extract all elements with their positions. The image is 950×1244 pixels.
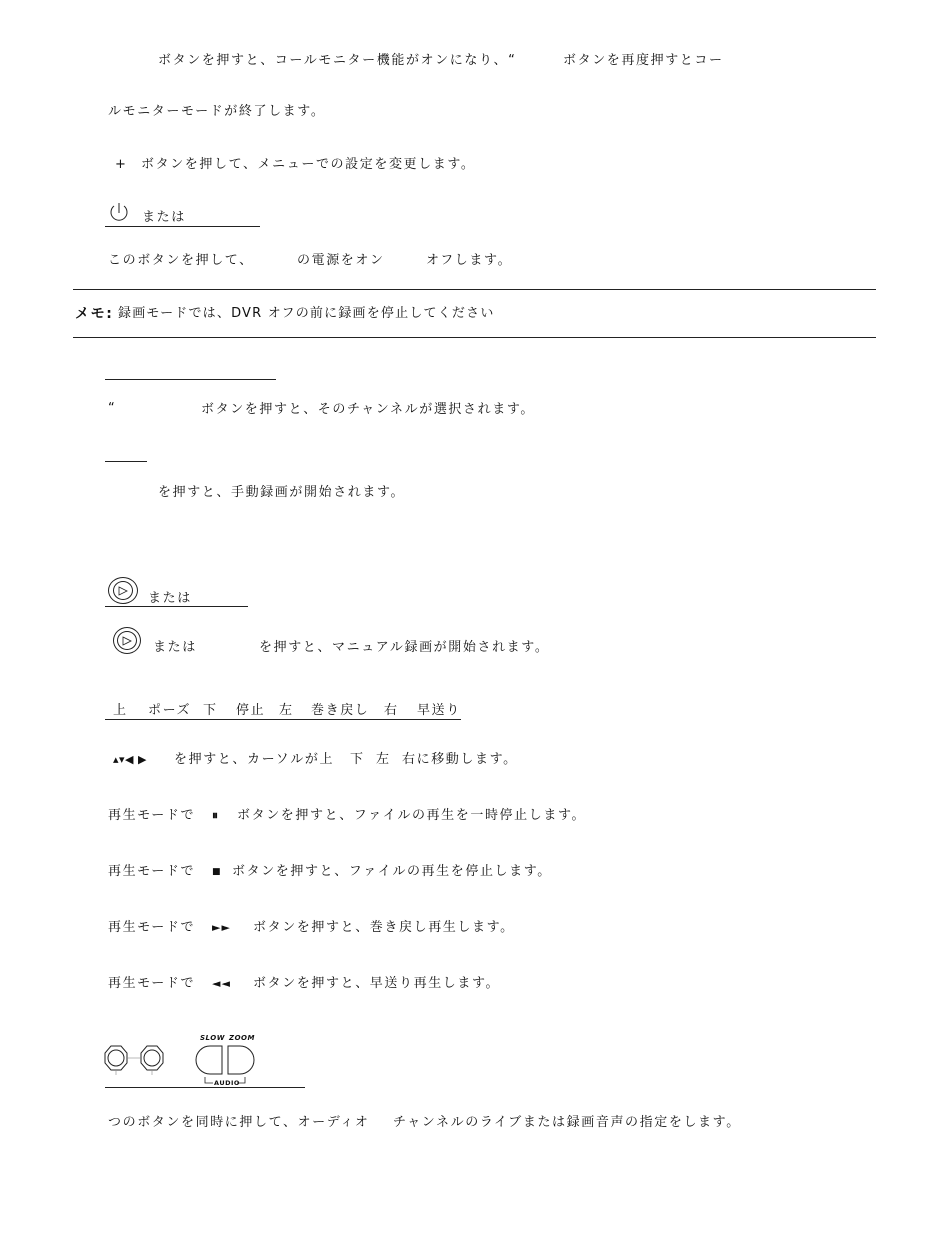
pb1-prefix: 再生モードで: [108, 808, 196, 823]
power-icon: [108, 201, 130, 223]
text-power-c: オフします。: [426, 253, 513, 268]
dir-left: 左: [279, 703, 294, 718]
pb3-text: ボタンを押すと、巻き戻し再生します。: [253, 920, 515, 935]
audio-heading-underline: [105, 1087, 305, 1088]
text-call-monitor-1b: ボタンを再度押すとコー: [563, 53, 724, 68]
dir-rewind: 巻き戻し: [311, 703, 370, 718]
channel-heading-underline: [105, 379, 276, 380]
memo-top-rule: [73, 289, 876, 290]
text-manual-record-2: を押すと、マニュアル録画が開始されます。: [259, 640, 550, 655]
pb1-text: ボタンを押すと、ファイルの再生を一時停止します。: [237, 808, 587, 823]
rewind-icon: ◄◄: [212, 977, 231, 990]
power-or-label: または: [142, 210, 186, 225]
dir-fast-forward: 早送り: [417, 703, 461, 718]
text-menu-settings: ボタンを押して、メニューでの設定を変更します。: [141, 157, 476, 172]
forward-icon: ►►: [212, 921, 231, 934]
text-power-a: このボタンを押して、: [108, 253, 254, 268]
memo-label: メモ:: [75, 306, 114, 322]
text-cursor-a: を押すと、カーソルが上: [174, 752, 335, 767]
arrow-keys-icon: ▴▾◀ ▶: [113, 753, 147, 766]
play-button-icon: [108, 577, 138, 604]
pb2-text: ボタンを押すと、ファイルの再生を停止します。: [232, 864, 552, 879]
direction-heading-underline: [105, 719, 461, 720]
text-cursor-b: 下: [350, 752, 365, 767]
dir-pause: ポーズ: [148, 703, 192, 718]
power-heading-underline: [105, 226, 260, 227]
text-channel-quote: “: [108, 401, 117, 416]
text-call-monitor-1: ボタンを押すと、コールモニター機能がオンになり、“: [158, 53, 517, 68]
text-power-b: の電源をオン: [297, 253, 385, 268]
text-call-monitor-2: ルモニターモードが終了します。: [108, 104, 326, 119]
text-cursor-c: 左: [376, 752, 391, 767]
play-heading-underline: [105, 606, 248, 607]
play-button-icon-2: [113, 627, 141, 654]
play-or-label-2: または: [153, 640, 197, 655]
text-audio-b: チャンネルのライブまたは録画音声の指定をします。: [393, 1115, 741, 1130]
dir-up: 上: [113, 703, 128, 718]
text-audio-a: つのボタンを同時に押して、オーディオ: [108, 1115, 370, 1130]
slow-label: SLOW: [200, 1034, 225, 1042]
text-manual-record: を押すと、手動録画が開始されます。: [158, 485, 406, 500]
audio-label: AUDIO: [214, 1079, 240, 1087]
dir-right: 右: [384, 703, 399, 718]
memo-bottom-rule: [73, 337, 876, 338]
text-channel-select: ボタンを押すと、そのチャンネルが選択されます。: [201, 402, 535, 417]
dir-down: 下: [203, 703, 218, 718]
text-cursor-d: 右に移動します。: [402, 752, 518, 767]
stop-icon: ■: [212, 867, 223, 877]
zoom-label: ZOOM: [229, 1034, 255, 1042]
pb2-prefix: 再生モードで: [108, 864, 196, 879]
dual-knob-icon: [103, 1043, 167, 1079]
text-plus-symbol: +: [115, 157, 128, 172]
memo-text: 録画モードでは、DVR オフの前に録画を停止してください: [118, 306, 495, 321]
record-heading-underline: [105, 461, 147, 462]
pb4-text: ボタンを押すと、早送り再生します。: [253, 976, 501, 991]
dir-stop: 停止: [236, 703, 266, 718]
play-or-label-1: または: [148, 591, 192, 606]
pb4-prefix: 再生モードで: [108, 976, 196, 991]
pb3-prefix: 再生モードで: [108, 920, 196, 935]
pause-icon: ⏸: [212, 808, 219, 822]
